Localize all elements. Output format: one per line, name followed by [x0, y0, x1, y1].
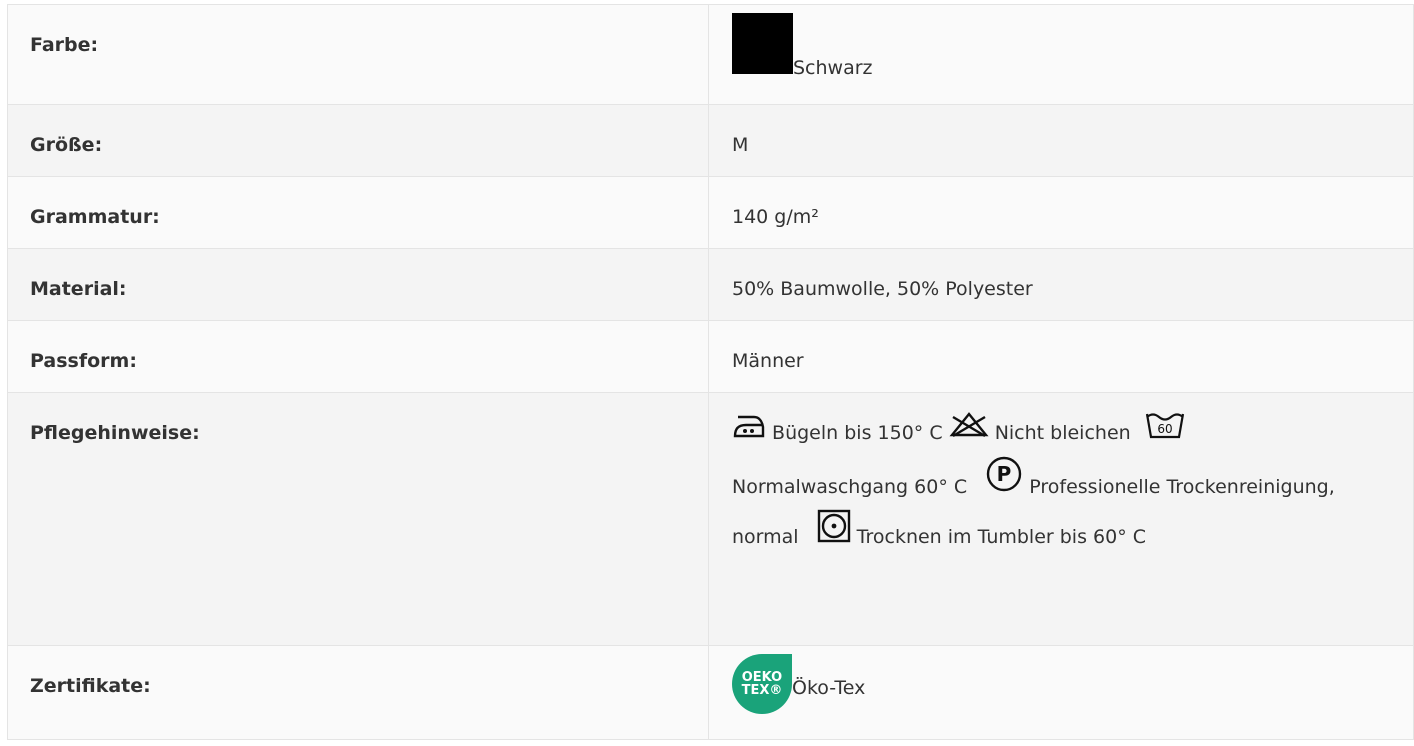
care-text-bleach: Nicht bleichen: [994, 422, 1131, 444]
do-not-bleach-icon: [949, 411, 989, 439]
fit-label: Passform:: [30, 350, 137, 372]
material-label: Material:: [30, 278, 127, 300]
oeko-badge-line2: TEX®: [741, 683, 783, 698]
size-value: M: [732, 134, 749, 156]
care-label: Pflegehinweise:: [30, 422, 200, 444]
color-swatch: [732, 13, 793, 74]
certificate-value: Öko-Tex: [792, 677, 866, 699]
certificates-label: Zertifikate:: [30, 675, 151, 697]
oeko-badge-line1: OEKO: [741, 670, 783, 685]
material-value: 50% Baumwolle, 50% Polyester: [732, 278, 1033, 300]
size-label: Größe:: [30, 134, 103, 156]
iron-medium-heat-icon: [732, 407, 766, 439]
care-instructions: [709, 393, 1413, 559]
spec-label-cell: [8, 5, 709, 105]
care-text-iron: Bügeln bis 150° C: [772, 422, 943, 444]
spec-row-color: [8, 5, 1414, 105]
product-spec-table: [7, 4, 1414, 740]
spec-row-material: [8, 249, 1414, 321]
fit-value: Männer: [732, 350, 804, 372]
spec-row-size: [8, 105, 1414, 177]
spec-row-grammage: [8, 177, 1414, 249]
care-text-wash: Normalwaschgang 60° C: [732, 476, 968, 498]
color-label: Farbe:: [30, 34, 99, 56]
wash-temp-text: 60: [1157, 422, 1173, 436]
oeko-tex-badge: [732, 654, 792, 714]
dry-clean-letter: P: [996, 462, 1012, 486]
tumble-dry-icon: [817, 509, 851, 543]
care-text-tumble: Trocknen im Tumbler bis 60° C: [856, 526, 1147, 548]
grammage-label: Grammatur:: [30, 206, 160, 228]
professional-dry-clean-p-icon: [985, 455, 1023, 493]
care-text-dryclean: Professionelle Trockenreinigung, normal: [732, 476, 1335, 548]
grammage-value: 140 g/m²: [732, 206, 819, 228]
color-value: Schwarz: [793, 57, 873, 79]
spec-value-cell: [709, 5, 1414, 105]
spec-row-care: [8, 393, 1414, 646]
wash-60-icon: [1145, 411, 1185, 439]
spec-row-certificates: [8, 646, 1414, 740]
spec-row-fit: [8, 321, 1414, 393]
